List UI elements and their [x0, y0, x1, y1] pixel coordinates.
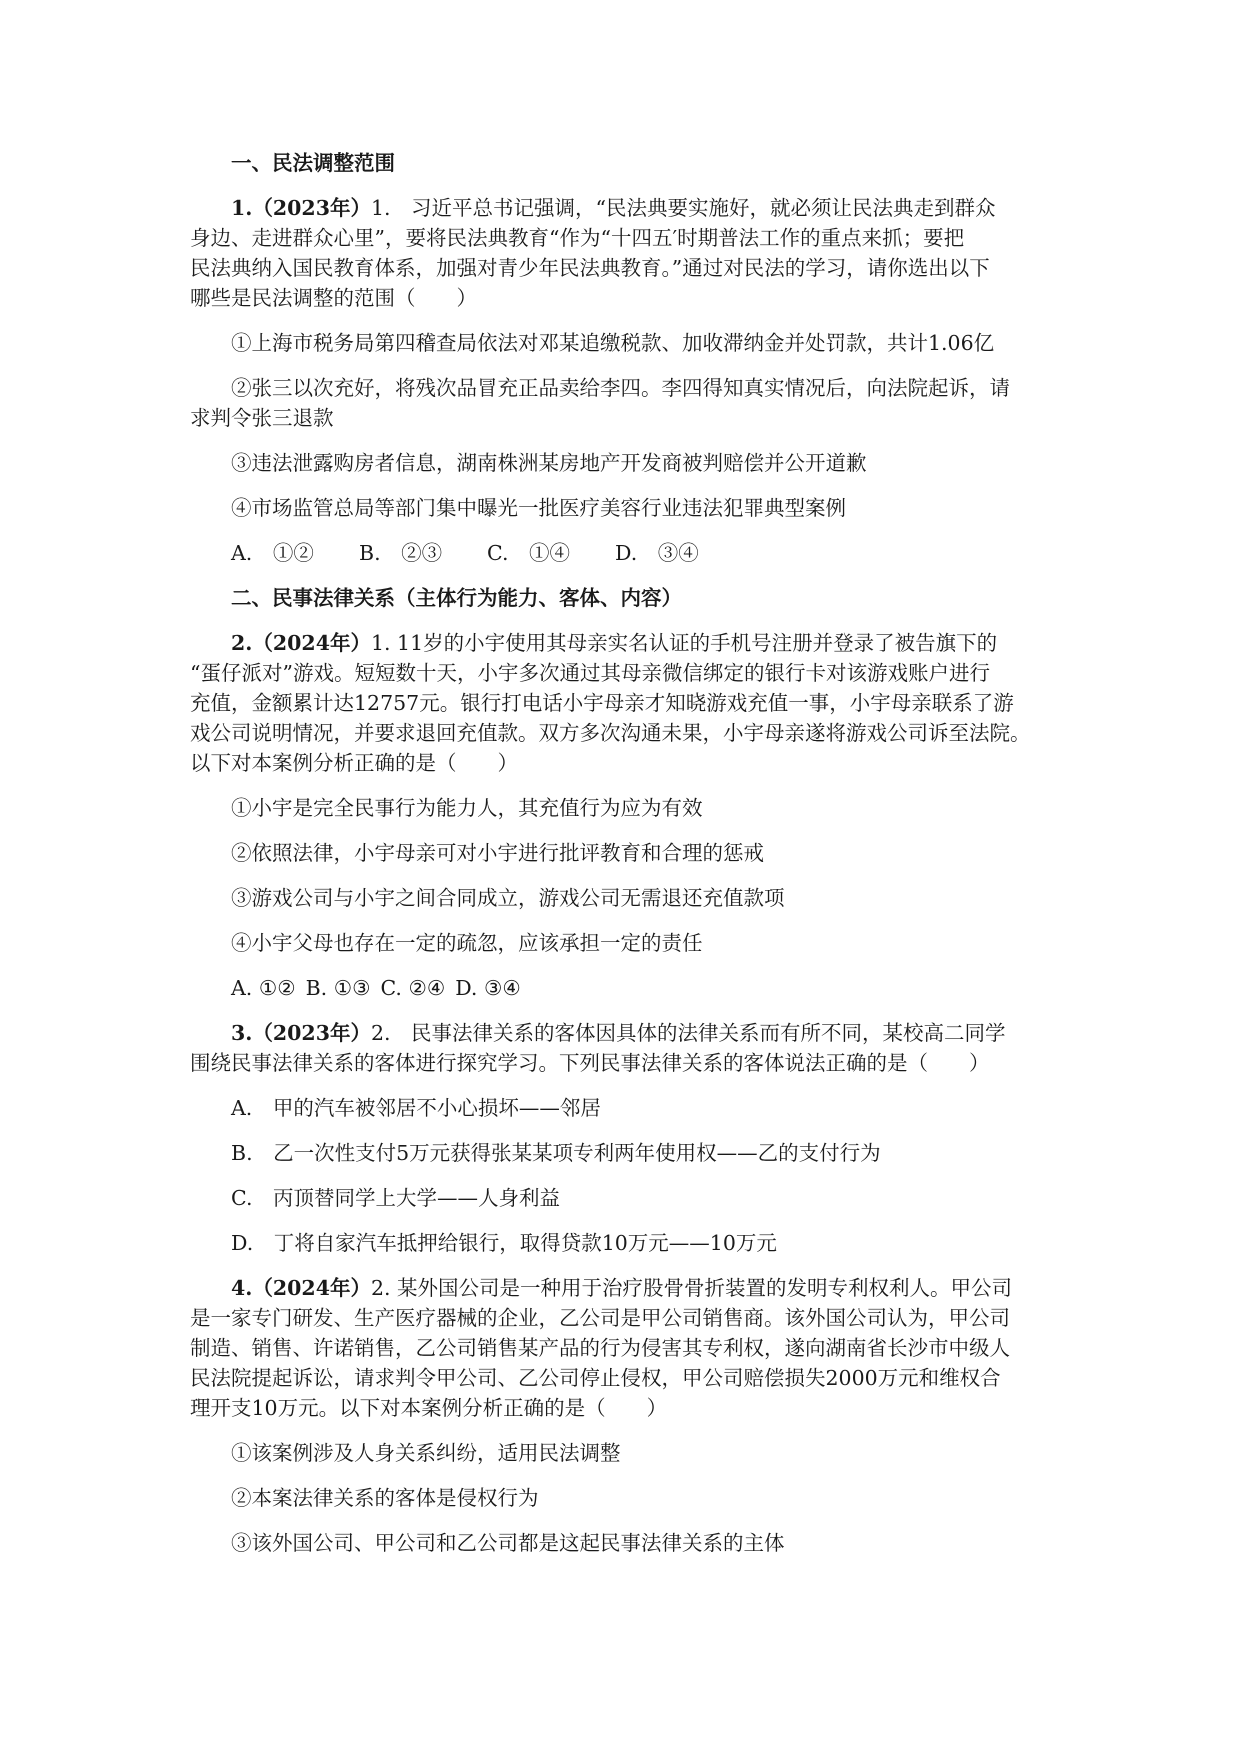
statement-item: ①该案例涉及人身关系纠纷，适用民法调整 [231, 1441, 621, 1465]
question-2 [190, 628, 1056, 778]
choice-c[interactable]: C. ①④ [487, 541, 570, 565]
question-number: 3.（2023年） [231, 1021, 371, 1045]
section-heading: 二、民事法律关系（主体行为能力、客体、内容） [231, 586, 682, 610]
question-stem-line [190, 1273, 1056, 1303]
statement-item: ④小宇父母也存在一定的疏忽，应该承担一定的责任 [231, 931, 703, 955]
statement-item: ①上海市税务局第四稽查局依法对邓某追缴税款、加收滞纳金并处罚款，共计1.06亿 [231, 331, 995, 355]
statement-item: ②依照法律，小宇母亲可对小宇进行批评教育和合理的惩戒 [231, 841, 764, 865]
question-number: 1.（2023年） [231, 196, 371, 220]
question-stem-line [190, 1018, 1056, 1048]
question-stem-line: 以下对本案例分析正确的是（ ） [190, 751, 518, 775]
question-stem-line [190, 193, 1056, 223]
statement-item: ①小宇是完全民事行为能力人，其充值行为应为有效 [231, 796, 703, 820]
section-heading: 一、民法调整范围 [231, 151, 395, 175]
statement-item: ④市场监管总局等部门集中曝光一批医疗美容行业违法犯罪典型案例 [231, 496, 846, 520]
answer-choices [190, 973, 1056, 1003]
question-number: 4.（2024年） [231, 1276, 371, 1300]
statement-item: ③该外国公司、甲公司和乙公司都是这起民事法律关系的主体 [231, 1531, 785, 1555]
question-stem-line [190, 628, 1056, 658]
question-4 [190, 1273, 1056, 1423]
choice-a[interactable]: A. ①② [231, 541, 314, 565]
statement-item: ③违法泄露购房者信息，湖南株洲某房地产开发商被判赔偿并公开道歉 [231, 451, 867, 475]
choice-c[interactable]: C. ②④ [380, 976, 446, 1000]
choice-a[interactable]: A. ①② [231, 976, 296, 1000]
choice-d[interactable]: D. ③④ [455, 976, 521, 1000]
choice-b[interactable]: B. ①③ [305, 976, 371, 1000]
question-number: 2.（2024年） [231, 631, 371, 655]
statement-item: ②张三以次充好，将残次品冒充正品卖给李四。李四得知真实情况后，向法院起诉，请 求判令张三退款 [190, 376, 1010, 430]
option-d[interactable]: D. 丁将自家汽车抵押给银行，取得贷款10万元——10万元 [231, 1231, 777, 1255]
question-stem-line: 制造、销售、许诺销售，乙公司销售某产品的行为侵害其专利权，遂向湖南省长沙市中级人 [190, 1336, 1010, 1360]
question-stem-line: “蛋仔派对”游戏。短短数十天，小宇多次通过其母亲微信绑定的银行卡对该游戏账户进行 [190, 661, 990, 685]
question-stem-line: 身边、走进群众心里”，要将民法典教育“作为“十四五′时期普法工作的重点来抓；要把 [190, 226, 965, 250]
question-stem-line: 充值，金额累计达12757元。银行打电话小宇母亲才知晓游戏充值一事，小宇母亲联系了游 [190, 691, 1014, 715]
question-text: 1. 11岁的小宇使用其母亲实名认证的手机号注册并登录了被告旗下的 [370, 631, 998, 655]
statement-item: ③游戏公司与小宇之间合同成立，游戏公司无需退还充值款项 [231, 886, 785, 910]
document-content [190, 148, 1056, 1558]
question-stem-line: 是一家专门研发、生产医疗器械的企业，乙公司是甲公司销售商。该外国公司认为，甲公司 [190, 1306, 1010, 1330]
question-text: 2. 民事法律关系的客体因具体的法律关系而有所不同，某校高二同学 [370, 1021, 1006, 1045]
option-a[interactable]: A. 甲的汽车被邻居不小心损坏——邻居 [231, 1096, 601, 1120]
question-stem-line: 理开支10万元。以下对本案例分析正确的是（ ） [190, 1396, 668, 1420]
question-stem-line: 民法院提起诉讼，请求判令甲公司、乙公司停止侵权，甲公司赔偿损失2000万元和维权合 [190, 1366, 1001, 1390]
question-stem-line: 戏公司说明情况，并要求退回充值款。双方多次沟通未果，小宇母亲遂将游戏公司诉至法院。 [190, 721, 1031, 745]
choice-b[interactable]: B. ②③ [359, 541, 443, 565]
statement-item: ②本案法律关系的客体是侵权行为 [231, 1486, 539, 1510]
question-stem-line: 哪些是民法调整的范围（ ） [190, 286, 477, 310]
choice-d[interactable]: D. ③④ [615, 541, 699, 565]
option-b[interactable]: B. 乙一次性支付5万元获得张某某项专利两年使用权——乙的支付行为 [231, 1141, 881, 1165]
question-stem-line: 民法典纳入国民教育体系，加强对青少年民法典教育。”通过对民法的学习，请你选出以下 [190, 256, 990, 280]
option-c[interactable]: C. 丙顶替同学上大学——人身利益 [231, 1186, 560, 1210]
question-3 [190, 1018, 1056, 1078]
question-1 [190, 193, 1056, 313]
answer-choices [190, 538, 1056, 568]
question-stem-line: 围绕民事法律关系的客体进行探究学习。下列民事法律关系的客体说法正确的是（ ） [190, 1051, 990, 1075]
question-text: 2. 某外国公司是一种用于治疗股骨骨折装置的发明专利权利人。甲公司 [370, 1276, 1013, 1300]
question-text: 1. 习近平总书记强调，“民法典要实施好，就必须让民法典走到群众 [370, 196, 996, 220]
